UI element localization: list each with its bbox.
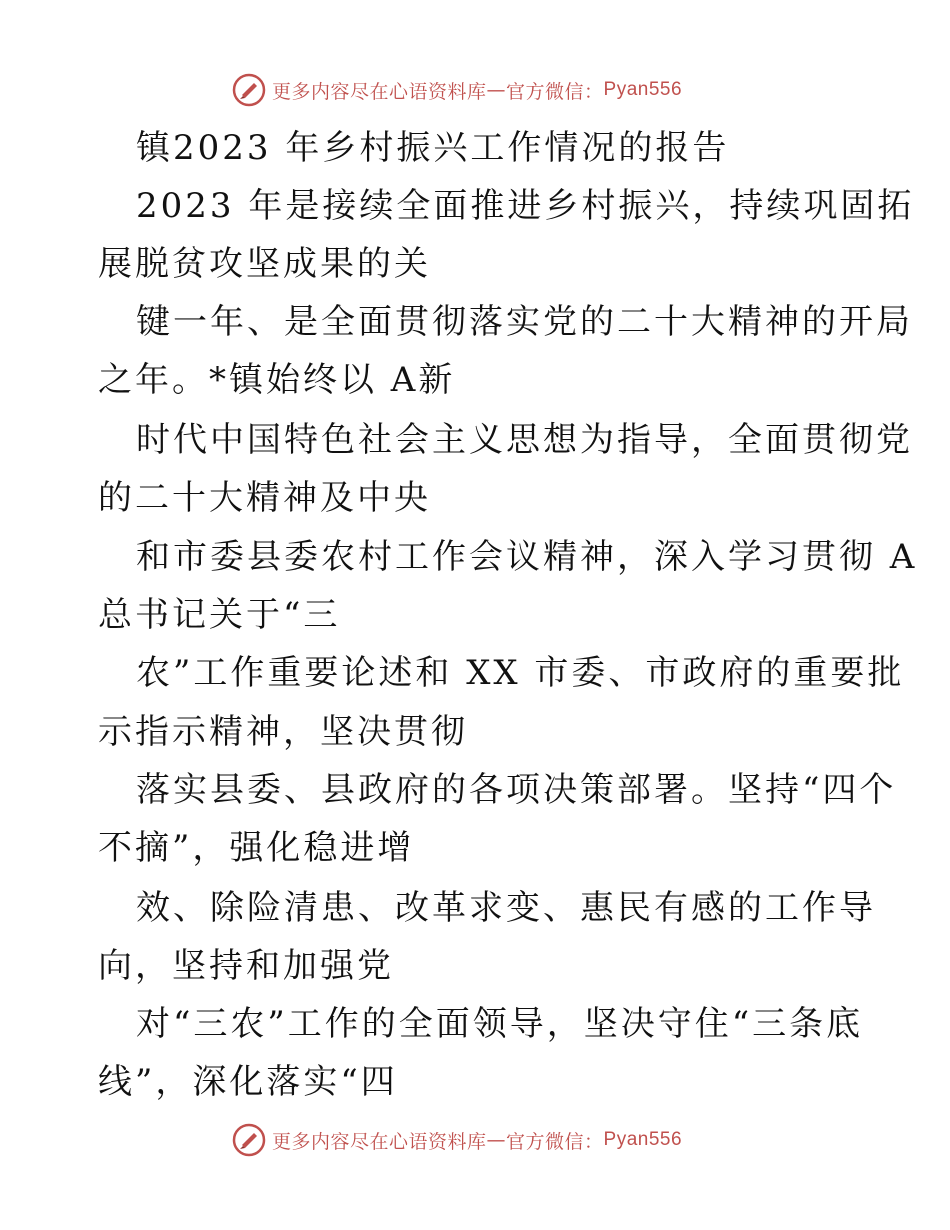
paragraph-line: 对“三农”工作的全面领导，坚决守住“三条底 bbox=[136, 1004, 864, 1044]
paragraph-line: 时代中国特色社会主义思想为指导，全面贯彻党 bbox=[136, 420, 913, 460]
paragraph-line: 效、除险清患、改革求变、惠民有感的工作导 bbox=[136, 888, 876, 928]
paragraph-line: 农”工作重要论述和 XX 市委、市政府的重要批 bbox=[136, 653, 905, 693]
paragraph-line: 落实县委、县政府的各项决策部署。坚持“四个 bbox=[136, 770, 897, 810]
paragraph-line: 之年。*镇始终以 A新 bbox=[98, 360, 456, 400]
logo-icon bbox=[232, 73, 266, 107]
paragraph-line: 的二十大精神及中央 bbox=[98, 478, 431, 518]
paragraph-line: 总书记关于“三 bbox=[98, 595, 341, 635]
paragraph-line: 线”，深化落实“四 bbox=[98, 1062, 398, 1102]
header-watermark-banner bbox=[232, 72, 682, 108]
logo-icon bbox=[232, 1123, 266, 1157]
banner-text: 更多内容尽在心语资料库 bbox=[272, 1130, 487, 1153]
document-title: 镇2023 年乡村振兴工作情况的报告 bbox=[136, 128, 730, 168]
paragraph-line: 示指示精神，坚决贯彻 bbox=[98, 712, 468, 752]
banner-label: 官方微信： bbox=[506, 1130, 604, 1153]
banner-dash: — bbox=[486, 1129, 507, 1151]
banner-text: 更多内容尽在心语资料库 bbox=[272, 80, 487, 103]
paragraph-line: 和市委县委农村工作会议精神，深入学习贯彻 A bbox=[136, 537, 918, 577]
banner-wechat-id: Pyan556 bbox=[603, 1129, 683, 1150]
banner-dash: — bbox=[486, 79, 507, 101]
paragraph-line: 2023 年是接续全面推进乡村振兴，持续巩固拓 bbox=[136, 186, 915, 226]
paragraph-line: 键一年、是全面贯彻落实党的二十大精神的开局 bbox=[136, 302, 913, 342]
paragraph-line: 向，坚持和加强党 bbox=[98, 946, 394, 986]
banner-label: 官方微信： bbox=[506, 80, 604, 103]
footer-watermark-banner bbox=[232, 1122, 682, 1158]
banner-wechat-id: Pyan556 bbox=[603, 79, 683, 100]
paragraph-line: 展脱贫攻坚成果的关 bbox=[98, 244, 431, 284]
paragraph-line: 不摘”，强化稳进增 bbox=[98, 828, 415, 868]
